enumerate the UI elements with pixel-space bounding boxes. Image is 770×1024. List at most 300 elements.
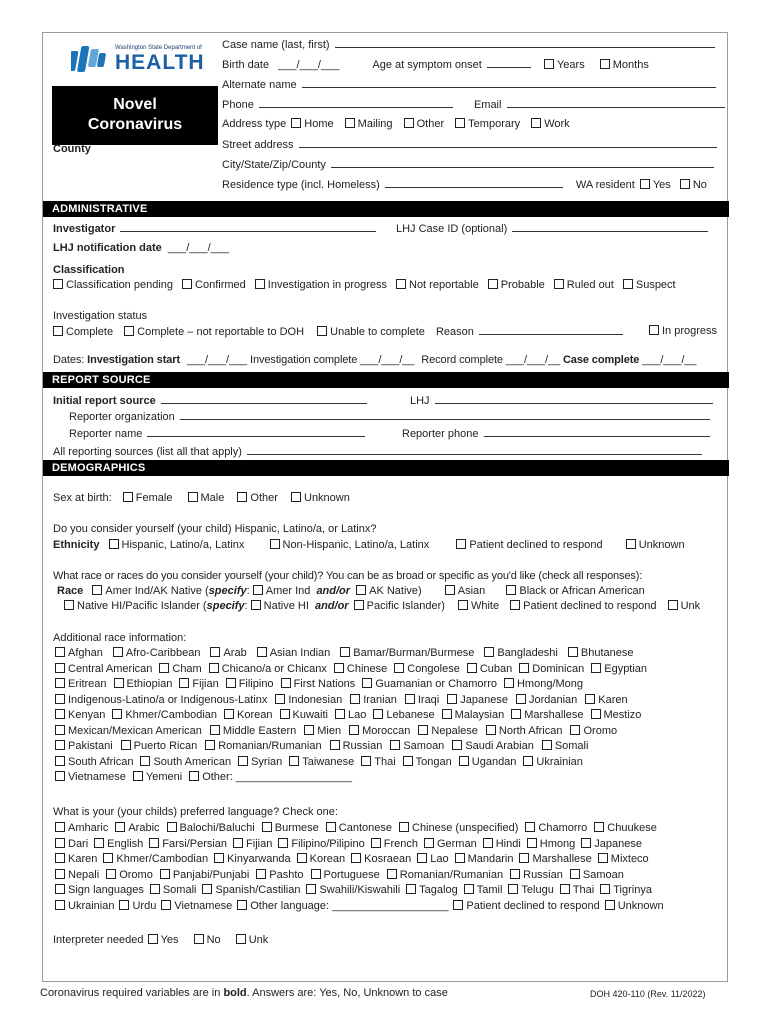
race-checkbox[interactable] (467, 663, 477, 673)
race-option-iranian[interactable] (350, 694, 397, 706)
race-checkbox[interactable] (362, 678, 372, 688)
lhj-case-id-field[interactable] (512, 222, 708, 232)
language-option-samoan[interactable] (570, 869, 624, 881)
reporter-org-field[interactable] (180, 410, 710, 420)
race-declined-checkbox[interactable] (510, 600, 520, 610)
language-checkbox[interactable] (560, 884, 570, 894)
race-checkbox[interactable] (350, 694, 360, 704)
language-option-french[interactable] (371, 838, 418, 850)
race-option-cham[interactable] (159, 663, 201, 675)
race-option-arab[interactable] (210, 647, 246, 659)
race-option-somali[interactable] (542, 740, 589, 752)
race-checkbox[interactable] (568, 647, 578, 657)
language-option-ukrainian[interactable] (55, 900, 114, 912)
race-checkbox[interactable] (330, 740, 340, 750)
race-checkbox[interactable] (55, 709, 65, 719)
white-checkbox[interactable] (458, 600, 468, 610)
race-option-other[interactable] (189, 771, 352, 783)
race-checkbox[interactable] (373, 709, 383, 719)
race-option-cuban[interactable] (467, 663, 512, 675)
race-option-thai[interactable] (361, 756, 395, 768)
language-checkbox[interactable] (519, 853, 529, 863)
race-option-karen[interactable] (585, 694, 627, 706)
race-option-bhutanese[interactable] (568, 647, 634, 659)
complete-not-reportable-checkbox[interactable] (124, 326, 134, 336)
language-checkbox[interactable] (115, 822, 125, 832)
language-checkbox[interactable] (278, 838, 288, 848)
language-checkbox[interactable] (598, 853, 608, 863)
classification-option[interactable] (623, 279, 676, 291)
female-checkbox[interactable] (123, 492, 133, 502)
language-option-unknown[interactable] (605, 900, 664, 912)
language-checkbox[interactable] (297, 853, 307, 863)
language-option-tigrinya[interactable] (600, 884, 652, 896)
race-option-samoan[interactable] (390, 740, 444, 752)
language-option-other-language[interactable] (237, 900, 448, 912)
race-checkbox[interactable] (210, 647, 220, 657)
language-checkbox[interactable] (161, 900, 171, 910)
race-checkbox[interactable] (280, 709, 290, 719)
classification-option-label: Investigation in progress (267, 279, 387, 291)
male-checkbox[interactable] (188, 492, 198, 502)
language-option-russian[interactable] (510, 869, 563, 881)
language-option-cantonese[interactable] (326, 822, 392, 834)
birth-date-field[interactable]: ___/___/___ (278, 59, 340, 71)
language-option-patient-declined-to-respond[interactable] (453, 900, 599, 912)
language-option-mandarin[interactable] (455, 853, 514, 865)
race-checkbox[interactable] (484, 647, 494, 657)
race-option-indigenous-latino-a-or-indigenous-latinx[interactable] (55, 694, 267, 706)
residence-field[interactable] (385, 178, 563, 188)
race-checkbox[interactable] (159, 663, 169, 673)
language-option-arabic[interactable] (115, 822, 159, 834)
language-checkbox[interactable] (453, 900, 463, 910)
race-option-kenyan[interactable] (55, 709, 105, 721)
eth-unknown-checkbox[interactable] (626, 539, 636, 549)
race-option-malaysian[interactable] (442, 709, 505, 721)
language-checkbox[interactable] (149, 838, 159, 848)
language-checkbox[interactable] (202, 884, 212, 894)
race-checkbox[interactable] (224, 709, 234, 719)
race-checkbox[interactable] (447, 694, 457, 704)
language-option-mixteco[interactable] (598, 853, 649, 865)
race-option-guamanian-or-chamorro[interactable] (362, 678, 497, 690)
race-option-afro-caribbean[interactable] (113, 647, 201, 659)
language-option-urdu[interactable] (119, 900, 156, 912)
sex-other-checkbox[interactable] (237, 492, 247, 502)
race-option-dominican[interactable] (519, 663, 584, 675)
language-option-kinyarwanda[interactable] (214, 853, 291, 865)
language-option-german[interactable] (424, 838, 477, 850)
race-option-middle-eastern[interactable] (210, 725, 296, 737)
race-checkbox[interactable] (55, 678, 65, 688)
race-checkbox[interactable] (585, 694, 595, 704)
race-checkbox[interactable] (226, 678, 236, 688)
race-checkbox[interactable] (570, 725, 580, 735)
race-checkbox[interactable] (275, 694, 285, 704)
race-option-ethiopian[interactable] (114, 678, 173, 690)
race-option-hmong-mong[interactable] (504, 678, 583, 690)
language-checkbox[interactable] (371, 838, 381, 848)
race-checkbox[interactable] (189, 771, 199, 781)
language-option-karen[interactable] (55, 853, 97, 865)
language-option-farsi-persian[interactable] (149, 838, 227, 850)
classification-checkbox[interactable] (396, 279, 406, 289)
addr-temporary-checkbox[interactable] (455, 118, 465, 128)
race-checkbox[interactable] (361, 756, 371, 766)
language-option-vietnamese[interactable] (161, 900, 232, 912)
race-option-central-american[interactable] (55, 663, 152, 675)
language-option-thai[interactable] (560, 884, 594, 896)
language-option-oromo[interactable] (106, 869, 153, 881)
race-checkbox[interactable] (205, 740, 215, 750)
race-checkbox[interactable] (486, 725, 496, 735)
classification-checkbox[interactable] (53, 279, 63, 289)
inv-complete-field[interactable]: ___/___/__ (360, 354, 415, 366)
language-option-amharic[interactable] (55, 822, 108, 834)
language-option-chamorro[interactable] (525, 822, 587, 834)
language-option-japanese[interactable] (581, 838, 642, 850)
race-checkbox[interactable] (394, 663, 404, 673)
race-option-nepalese[interactable] (418, 725, 477, 737)
language-checkbox[interactable] (508, 884, 518, 894)
race-checkbox[interactable] (55, 663, 65, 673)
race-checkbox[interactable] (403, 756, 413, 766)
language-option-kosraean[interactable] (351, 853, 411, 865)
race-option-korean[interactable] (224, 709, 272, 721)
race-option-bangladeshi[interactable] (484, 647, 558, 659)
race-option-asian-indian[interactable] (257, 647, 331, 659)
language-checkbox[interactable] (55, 838, 65, 848)
wa-no-checkbox[interactable] (680, 179, 690, 189)
record-complete-field[interactable]: ___/___/__ (505, 354, 560, 366)
language-checkbox[interactable] (103, 853, 113, 863)
race-option-yemeni[interactable] (133, 771, 182, 783)
language-checkbox[interactable] (55, 900, 65, 910)
classification-checkbox[interactable] (623, 279, 633, 289)
language-option-fijian[interactable] (233, 838, 272, 850)
race-checkbox[interactable] (55, 740, 65, 750)
interpreter-unk-checkbox[interactable] (236, 934, 246, 944)
race-option-chinese[interactable] (334, 663, 387, 675)
language-checkbox[interactable] (464, 884, 474, 894)
race-option-north-african[interactable] (486, 725, 563, 737)
race-checkbox[interactable] (591, 663, 601, 673)
language-checkbox[interactable] (237, 900, 247, 910)
race-checkbox[interactable] (452, 740, 462, 750)
age-onset-field[interactable] (487, 58, 531, 68)
language-option-pashto[interactable] (256, 869, 303, 881)
race-option-lao[interactable] (335, 709, 366, 721)
lhj-field[interactable] (435, 394, 713, 404)
language-option-khmer-cambodian[interactable] (103, 853, 208, 865)
reporter-phone-field[interactable] (484, 427, 710, 437)
race-checkbox[interactable] (113, 647, 123, 657)
language-checkbox[interactable] (527, 838, 537, 848)
race-unk-checkbox[interactable] (668, 600, 678, 610)
race-checkbox[interactable] (442, 709, 452, 719)
in-progress-checkbox[interactable] (649, 325, 659, 335)
classification-checkbox[interactable] (488, 279, 498, 289)
language-checkbox[interactable] (160, 869, 170, 879)
race-checkbox[interactable] (519, 663, 529, 673)
language-checkbox[interactable] (233, 838, 243, 848)
race-option-japanese[interactable] (447, 694, 508, 706)
interpreter-no-checkbox[interactable] (194, 934, 204, 944)
race-option-tongan[interactable] (403, 756, 452, 768)
language-checkbox[interactable] (605, 900, 615, 910)
race-option-vietnamese[interactable] (55, 771, 126, 783)
language-checkbox[interactable] (351, 853, 361, 863)
race-label: Japanese (460, 693, 508, 706)
native-hi-checkbox[interactable] (64, 600, 74, 610)
language-option-lao[interactable] (417, 853, 448, 865)
race-checkbox[interactable] (121, 740, 131, 750)
race-checkbox[interactable] (390, 740, 400, 750)
race-option-khmer-cambodian[interactable] (112, 709, 217, 721)
race-checkbox[interactable] (511, 709, 521, 719)
race-option-filipino[interactable] (226, 678, 274, 690)
language-checkbox[interactable] (326, 822, 336, 832)
language-option-filipino-pilipino[interactable] (278, 838, 364, 850)
race-checkbox[interactable] (257, 647, 267, 657)
language-checkbox[interactable] (106, 869, 116, 879)
street-field[interactable] (299, 138, 717, 148)
race-checkbox[interactable] (55, 725, 65, 735)
classification-checkbox[interactable] (554, 279, 564, 289)
language-checkbox[interactable] (150, 884, 160, 894)
asian-checkbox[interactable] (445, 585, 455, 595)
race-checkbox[interactable] (140, 756, 150, 766)
eth-nonhispanic-checkbox[interactable] (270, 539, 280, 549)
language-option-hmong[interactable] (527, 838, 575, 850)
race-option-romanian-rumanian[interactable] (205, 740, 321, 752)
language-checkbox[interactable] (399, 822, 409, 832)
race-checkbox[interactable] (459, 756, 469, 766)
addr-mailing-checkbox[interactable] (345, 118, 355, 128)
race-option-afghan[interactable] (55, 647, 103, 659)
language-checkbox[interactable] (55, 822, 65, 832)
race-option-fijian[interactable] (179, 678, 218, 690)
race-checkbox[interactable] (209, 663, 219, 673)
wa-yes-checkbox[interactable] (640, 179, 650, 189)
language-checkbox[interactable] (510, 869, 520, 879)
native-hi-specific-checkbox[interactable] (251, 600, 261, 610)
race-checkbox[interactable] (112, 709, 122, 719)
race-checkbox[interactable] (405, 694, 415, 704)
language-checkbox[interactable] (455, 853, 465, 863)
eth-hispanic-checkbox[interactable] (109, 539, 119, 549)
classification-option[interactable] (255, 279, 387, 291)
language-option-tamil[interactable] (464, 884, 503, 896)
language-option-telugu[interactable] (508, 884, 553, 896)
language-checkbox[interactable] (119, 900, 129, 910)
language-checkbox[interactable] (262, 822, 272, 832)
language-checkbox[interactable] (94, 838, 104, 848)
amer-ind-specific-checkbox[interactable] (253, 585, 263, 595)
initial-report-field[interactable] (161, 394, 367, 404)
race-option-congolese[interactable] (394, 663, 460, 675)
addr-other-checkbox[interactable] (404, 118, 414, 128)
unable-checkbox[interactable] (317, 326, 327, 336)
race-option-marshallese[interactable] (511, 709, 583, 721)
race-option-syrian[interactable] (238, 756, 282, 768)
race-option-first-nations[interactable] (281, 678, 356, 690)
inv-start-field[interactable]: ___/___/___ (186, 354, 248, 366)
interpreter-yes-checkbox[interactable] (148, 934, 158, 944)
language-checkbox[interactable] (483, 838, 493, 848)
race-checkbox[interactable] (335, 709, 345, 719)
race-option-mexican-mexican-american[interactable] (55, 725, 202, 737)
race-option-kuwaiti[interactable] (280, 709, 328, 721)
race-option-mien[interactable] (304, 725, 341, 737)
addr-work-checkbox[interactable] (531, 118, 541, 128)
classification-option[interactable] (53, 279, 173, 291)
language-option-chinese-unspecified[interactable] (399, 822, 518, 834)
race-checkbox[interactable] (289, 756, 299, 766)
language-checkbox[interactable] (594, 822, 604, 832)
language-checkbox[interactable] (525, 822, 535, 832)
race-checkbox[interactable] (55, 694, 65, 704)
language-checkbox[interactable] (424, 838, 434, 848)
classification-option[interactable] (182, 279, 246, 291)
black-checkbox[interactable] (506, 585, 516, 595)
language-option-panjabi-punjabi[interactable] (160, 869, 249, 881)
classification-checkbox[interactable] (182, 279, 192, 289)
race-option-indonesian[interactable] (275, 694, 342, 706)
reporter-name-field[interactable] (147, 427, 365, 437)
race-option-jordanian[interactable] (516, 694, 577, 706)
race-checkbox[interactable] (542, 740, 552, 750)
language-option-balochi-baluchi[interactable] (167, 822, 255, 834)
months-checkbox[interactable] (600, 59, 610, 69)
race-option-south-african[interactable] (55, 756, 133, 768)
race-option-puerto-rican[interactable] (121, 740, 198, 752)
race-checkbox[interactable] (133, 771, 143, 781)
language-checkbox[interactable] (55, 853, 65, 863)
reason-field[interactable] (479, 325, 623, 335)
race-option-russian[interactable] (330, 740, 383, 752)
race-checkbox[interactable] (516, 694, 526, 704)
race-checkbox[interactable] (55, 771, 65, 781)
phone-field[interactable] (259, 98, 453, 108)
classification-checkbox[interactable] (255, 279, 265, 289)
alt-name-field[interactable] (302, 78, 716, 88)
language-option-chuukese[interactable] (594, 822, 657, 834)
language-option-swahili-kiswahili[interactable] (306, 884, 400, 896)
language-checkbox[interactable] (417, 853, 427, 863)
race-option-taiwanese[interactable] (289, 756, 354, 768)
race-checkbox[interactable] (334, 663, 344, 673)
race-checkbox[interactable] (523, 756, 533, 766)
pac-isl-checkbox[interactable] (354, 600, 364, 610)
language-checkbox[interactable] (570, 869, 580, 879)
race-option-mestizo[interactable] (591, 709, 642, 721)
language-checkbox[interactable] (581, 838, 591, 848)
language-option-nepali[interactable] (55, 869, 99, 881)
sex-unknown-checkbox[interactable] (291, 492, 301, 502)
race-option-eritrean[interactable] (55, 678, 107, 690)
classification-option[interactable] (488, 279, 545, 291)
language-option-korean[interactable] (297, 853, 345, 865)
classification-option[interactable] (396, 279, 479, 291)
race-checkbox[interactable] (114, 678, 124, 688)
investigator-field[interactable] (120, 222, 376, 232)
case-complete-field[interactable]: ___/___/__ (642, 354, 697, 366)
race-option-oromo[interactable] (570, 725, 617, 737)
race-checkbox[interactable] (281, 678, 291, 688)
language-option-tagalog[interactable] (406, 884, 458, 896)
language-checkbox[interactable] (167, 822, 177, 832)
race-option-south-american[interactable] (140, 756, 231, 768)
language-option-hindi[interactable] (483, 838, 521, 850)
language-option-somali[interactable] (150, 884, 197, 896)
language-option-sign-languages[interactable] (55, 884, 144, 896)
language-checkbox[interactable] (214, 853, 224, 863)
language-option-romanian-rumanian[interactable] (387, 869, 503, 881)
language-option-spanish-castilian[interactable] (202, 884, 300, 896)
race-option-ukrainian[interactable] (523, 756, 582, 768)
language-checkbox[interactable] (55, 869, 65, 879)
race-checkbox[interactable] (418, 725, 428, 735)
race-checkbox[interactable] (210, 725, 220, 735)
language-checkbox[interactable] (306, 884, 316, 894)
race-checkbox[interactable] (304, 725, 314, 735)
ak-native-checkbox[interactable] (356, 585, 366, 595)
addr-home-checkbox[interactable] (291, 118, 301, 128)
language-option-marshallese[interactable] (519, 853, 591, 865)
race-checkbox[interactable] (238, 756, 248, 766)
language-checkbox[interactable] (55, 884, 65, 894)
language-checkbox[interactable] (387, 869, 397, 879)
race-checkbox[interactable] (55, 756, 65, 766)
race-checkbox[interactable] (591, 709, 601, 719)
race-option-lebanese[interactable] (373, 709, 434, 721)
amer-ind-checkbox[interactable] (92, 585, 102, 595)
language-option-portuguese[interactable] (311, 869, 380, 881)
race-checkbox[interactable] (349, 725, 359, 735)
case-name-field[interactable] (335, 38, 715, 48)
all-sources-field[interactable] (247, 445, 702, 455)
race-option-chicano-a-or-chicanx[interactable] (209, 663, 327, 675)
race-checkbox[interactable] (55, 647, 65, 657)
race-option-egyptian[interactable] (591, 663, 647, 675)
lhj-notification-field[interactable]: ___/___/___ (167, 242, 230, 254)
race-option-bamar-burman-burmese[interactable] (340, 647, 474, 659)
city-field[interactable] (331, 158, 714, 168)
complete-checkbox[interactable] (53, 326, 63, 336)
race-checkbox[interactable] (340, 647, 350, 657)
race-checkbox[interactable] (179, 678, 189, 688)
race-option-moroccan[interactable] (349, 725, 410, 737)
race-option-iraqi[interactable] (405, 694, 439, 706)
years-checkbox[interactable] (544, 59, 554, 69)
language-checkbox[interactable] (256, 869, 266, 879)
race-option-ugandan[interactable] (459, 756, 517, 768)
race-checkbox[interactable] (504, 678, 514, 688)
language-option-burmese[interactable] (262, 822, 319, 834)
classification-option[interactable] (554, 279, 614, 291)
language-checkbox[interactable] (600, 884, 610, 894)
language-option-dari[interactable] (55, 838, 88, 850)
language-checkbox[interactable] (406, 884, 416, 894)
eth-declined-checkbox[interactable] (456, 539, 466, 549)
language-option-english[interactable] (94, 838, 143, 850)
race-option-pakistani[interactable] (55, 740, 113, 752)
language-checkbox[interactable] (311, 869, 321, 879)
email-field[interactable] (507, 98, 725, 108)
race-option-saudi-arabian[interactable] (452, 740, 534, 752)
